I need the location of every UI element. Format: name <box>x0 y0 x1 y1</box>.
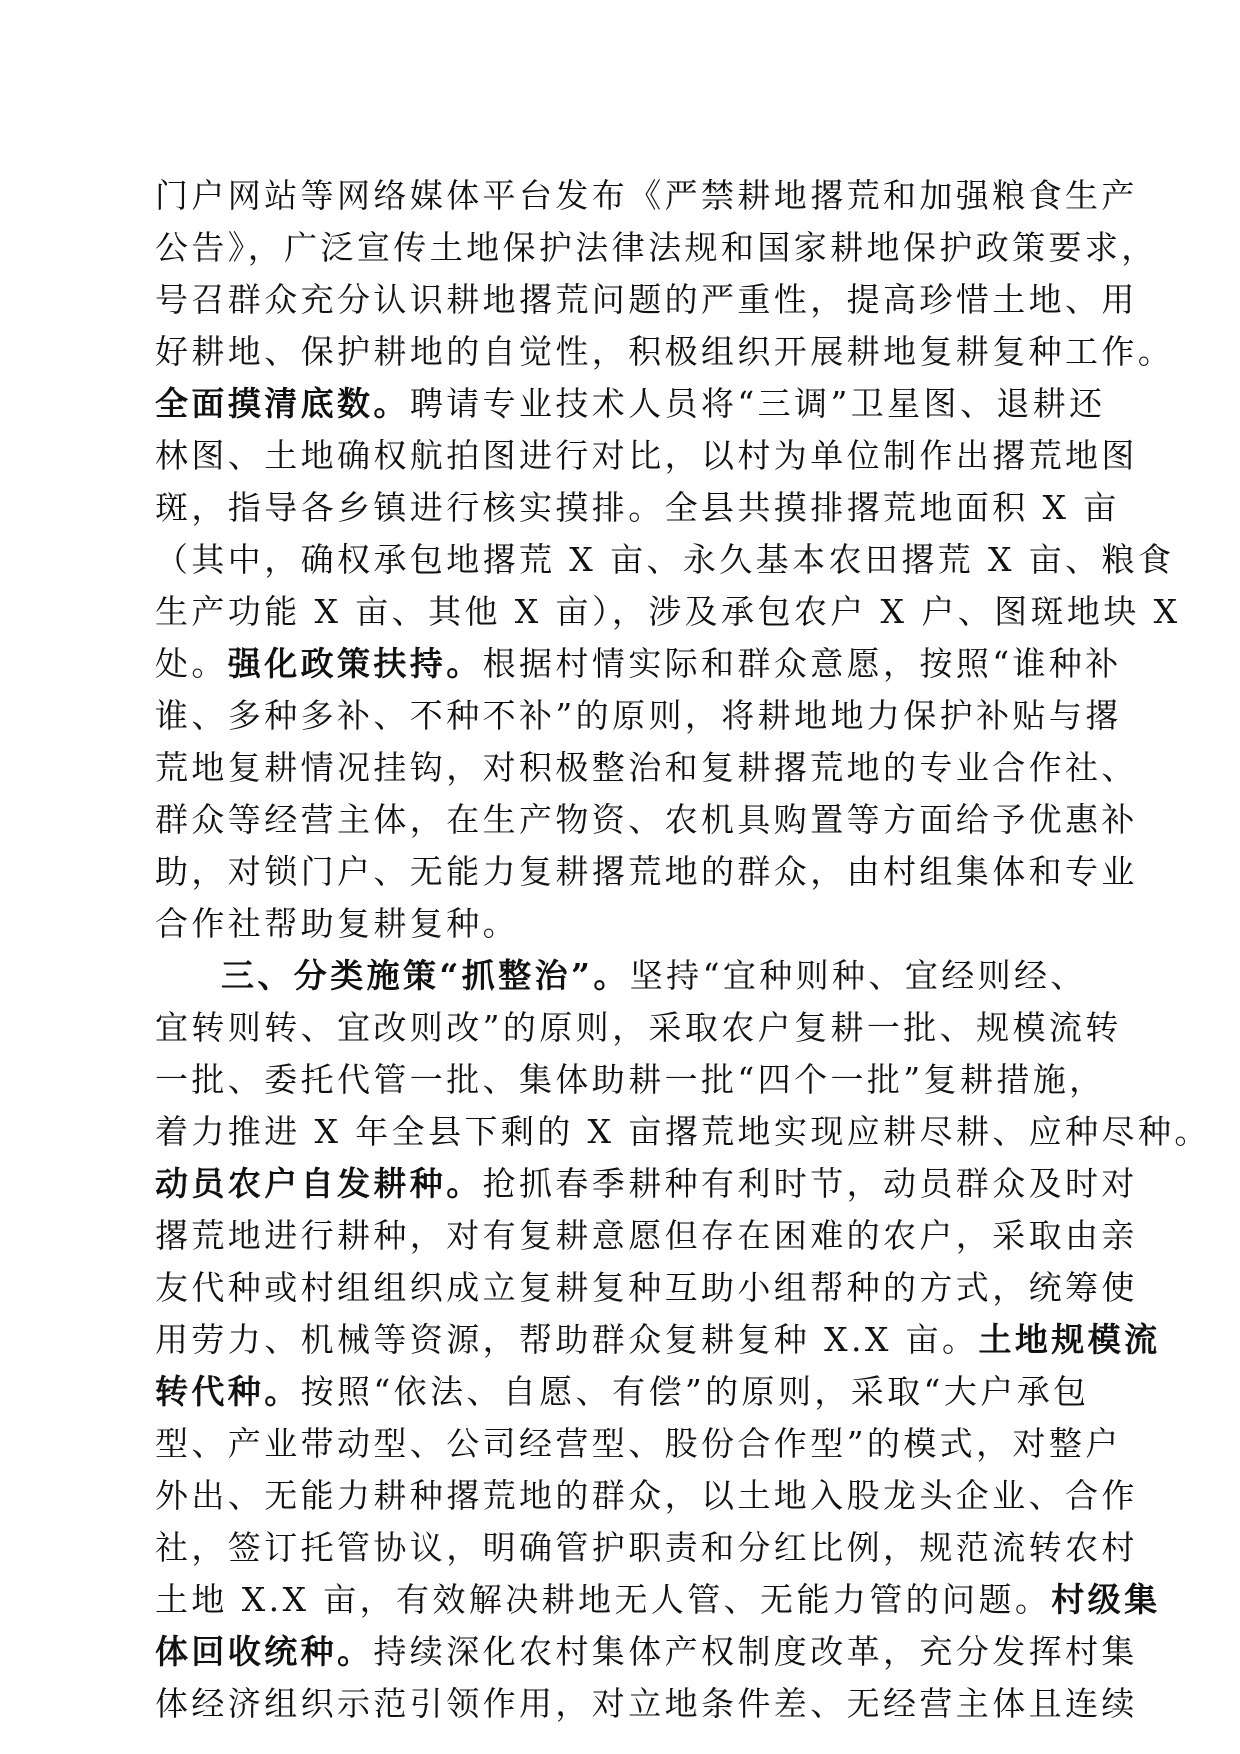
text-line <box>155 1314 1161 1366</box>
text-line <box>155 586 1181 638</box>
text-line <box>155 1470 1138 1522</box>
text-segment: 宜转则转、宜改则改”的原则，采取农户复耕一批、规模流转 <box>155 1008 1122 1047</box>
text-line <box>155 1106 1211 1158</box>
bold-heading-segment: 村级集 <box>1051 1580 1161 1619</box>
text-segment: 生产功能 X 亩、其他 X 亩），涉及承包农户 X 户、图斑地块 X <box>155 592 1181 631</box>
text-line <box>155 1626 1138 1678</box>
text-line <box>155 1262 1138 1314</box>
text-segment: 着力推进 X 年全县下剩的 X 亩撂荒地实现应耕尽耕、应种尽种。 <box>155 1112 1211 1151</box>
text-line <box>155 742 1138 794</box>
text-line <box>155 1054 1106 1106</box>
text-segment: 外出、无能力耕种撂荒地的群众，以土地入股龙头企业、合作 <box>155 1476 1138 1515</box>
text-line <box>155 1210 1138 1262</box>
text-segment: 体经济组织示范引领作用，对立地条件差、无经营主体且连续 <box>155 1684 1138 1723</box>
text-segment: 根据村情实际和群众意愿，按照“谁种补 <box>482 644 1122 683</box>
text-segment: （其中，确权承包地撂荒 X 亩、永久基本农田撂荒 X 亩、粮食 <box>155 540 1175 579</box>
text-line <box>155 1366 1090 1418</box>
text-segment: 林图、土地确权航拍图进行对比，以村为单位制作出撂荒地图 <box>155 436 1138 475</box>
text-segment: 友代种或村组组织成立复耕复种互助小组帮种的方式，统筹使 <box>155 1268 1138 1307</box>
text-line <box>155 222 1158 274</box>
bold-heading-segment: 转代种。 <box>155 1372 301 1411</box>
text-segment: 坚持“宜种则种、宜经则经、 <box>629 956 1087 995</box>
text-segment: 助，对锁门户、无能力复耕撂荒地的群众，由村组集体和专业 <box>155 852 1138 891</box>
text-line <box>155 534 1175 586</box>
text-segment: 一批、委托代管一批、集体助耕一批“四个一批”复耕措施， <box>155 1060 1106 1099</box>
text-line <box>155 482 1120 534</box>
text-segment: 型、产业带动型、公司经营型、股份合作型”的模式，对整户 <box>155 1424 1122 1463</box>
text-segment: 处。 <box>155 644 228 683</box>
text-segment: 按照“依法、自愿、有偿”的原则，采取“大户承包 <box>300 1372 1090 1411</box>
bold-heading-segment: 体回收统种。 <box>155 1632 374 1671</box>
text-segment: 聘请专业技术人员将“三调”卫星图、退耕还 <box>409 384 1106 423</box>
text-segment: 用劳力、机械等资源，帮助群众复耕复种 X.X 亩。 <box>155 1320 979 1359</box>
bold-heading-segment: 全面摸清底数。 <box>155 384 410 423</box>
text-segment: 撂荒地进行耕种，对有复耕意愿但存在困难的农户，采取由亲 <box>155 1216 1138 1255</box>
text-line <box>155 1418 1122 1470</box>
text-line <box>155 378 1106 430</box>
text-line <box>155 1158 1138 1210</box>
text-line <box>155 950 1085 1002</box>
text-line <box>155 1574 1161 1626</box>
text-segment: 合作社帮助复耕复种。 <box>155 904 519 943</box>
text-line <box>155 170 1138 222</box>
text-line <box>155 846 1138 898</box>
text-segment: 土地 X.X 亩，有效解决耕地无人管、无能力管的问题。 <box>155 1580 1052 1619</box>
text-segment: 谁、多种多补、不种不补”的原则，将耕地地力保护补贴与撂 <box>155 696 1122 735</box>
bold-heading-segment: 土地规模流 <box>978 1320 1161 1359</box>
text-line <box>155 1002 1122 1054</box>
text-line <box>155 690 1122 742</box>
text-segment: 群众等经营主体，在生产物资、农机具购置等方面给予优惠补 <box>155 800 1138 839</box>
text-segment: 斑，指导各乡镇进行核实摸排。全县共摸排撂荒地面积 X 亩 <box>155 488 1120 527</box>
text-segment: 号召群众充分认识耕地撂荒问题的严重性，提高珍惜土地、用 <box>155 280 1138 319</box>
text-line <box>155 274 1138 326</box>
text-line <box>155 1678 1138 1730</box>
text-line <box>155 1522 1138 1574</box>
text-line <box>155 898 1085 950</box>
text-segment: 荒地复耕情况挂钩，对积极整治和复耕撂荒地的专业合作社、 <box>155 748 1138 787</box>
text-segment: 抢抓春季耕种有利时节，动员群众及时对 <box>482 1164 1138 1203</box>
document-body <box>155 170 1211 1730</box>
text-line <box>155 326 1175 378</box>
bold-heading-segment: 动员农户自发耕种。 <box>155 1164 483 1203</box>
text-line <box>155 794 1138 846</box>
bold-heading-segment: 强化政策扶持。 <box>227 644 483 683</box>
bold-heading-segment: 三、分类施策“抓整治”。 <box>221 956 630 995</box>
text-line <box>155 638 1122 690</box>
text-line <box>155 430 1138 482</box>
text-segment: 社，签订托管协议，明确管护职责和分红比例，规范流转农村 <box>155 1528 1138 1567</box>
text-segment: 公告》，广泛宣传土地保护法律法规和国家耕地保护政策要求， <box>155 228 1158 267</box>
text-segment: 好耕地、保护耕地的自觉性，积极组织开展耕地复耕复种工作。 <box>155 332 1175 371</box>
text-segment: 门户网站等网络媒体平台发布《严禁耕地撂荒和加强粮食生产 <box>155 176 1138 215</box>
text-segment: 持续深化农村集体产权制度改革，充分发挥村集 <box>373 1632 1138 1671</box>
